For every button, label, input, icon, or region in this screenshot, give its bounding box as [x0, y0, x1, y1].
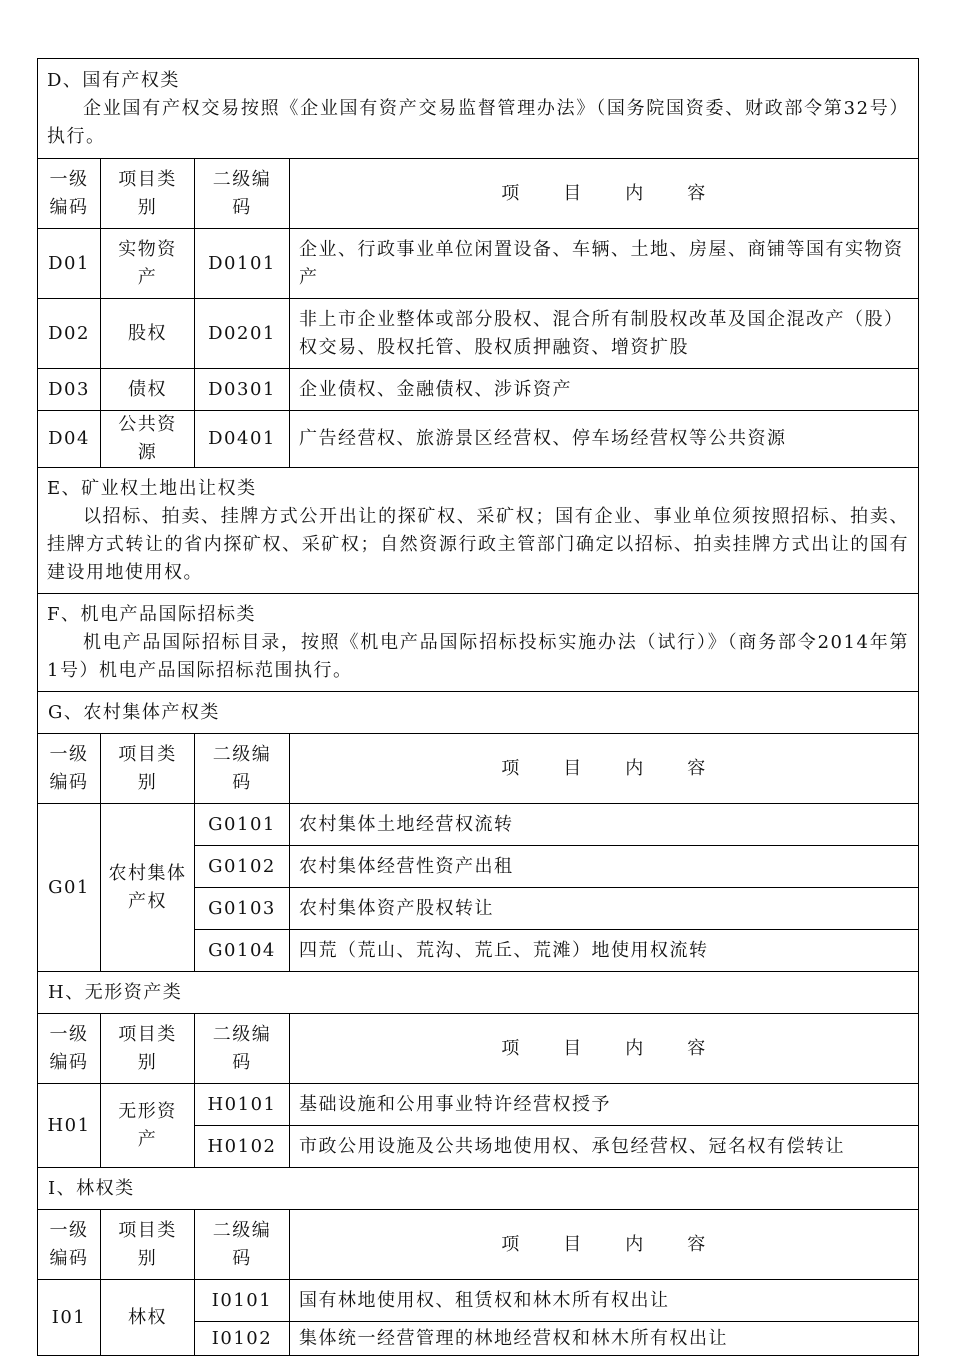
section-e-desc: 以招标、拍卖、挂牌方式公开出让的探矿权、采矿权；国有企业、事业单位须按照招标、拍卖、挂牌方式转让的省内探矿权、采矿权；自然资源行政主管部门确定以招标、拍卖挂牌方式出让的国有建设用地使用权。 [47, 505, 910, 583]
section-f-desc: 机电产品国际招标目录，按照《机电产品国际招标投标实施办法（试行）》（商务部令2014年第1号）机电产品国际招标范围执行。 [47, 631, 910, 681]
sub-code-d0301: D0301 [195, 369, 290, 411]
header-content: 项 目 内 容 [290, 1210, 919, 1280]
section-g-title: G、农村集体产权类 [38, 692, 919, 734]
content-d0301: 企业债权、金融债权、涉诉资产 [290, 369, 919, 411]
sub-code-g0102: G0102 [195, 846, 290, 888]
code-i01: I01 [38, 1280, 101, 1356]
content-i0101: 国有林地使用权、租赁权和林木所有权出让 [290, 1280, 919, 1322]
header-category: 项目类别 [101, 1014, 195, 1084]
content-g0104: 四荒（荒山、荒沟、荒丘、荒滩）地使用权流转 [290, 930, 919, 972]
header-row-d [38, 159, 919, 229]
header-level1-code: 一级编码 [38, 159, 101, 229]
section-e-title: E、矿业权土地出让权类 [47, 477, 257, 499]
sub-code-d0401: D0401 [195, 411, 290, 468]
section-d-row [38, 59, 919, 159]
table-row [38, 229, 919, 299]
section-d-desc: 企业国有产权交易按照《企业国有资产交易监督管理办法》（国务院国资委、财政部令第32号）执行。 [47, 97, 910, 147]
header-row-h [38, 1014, 919, 1084]
category-g01: 农村集体产权 [101, 804, 195, 972]
header-level1-code: 一级编码 [38, 1210, 101, 1280]
content-g0101: 农村集体土地经营权流转 [290, 804, 919, 846]
property-classification-table [37, 58, 919, 1356]
section-e-row [38, 468, 919, 594]
sub-code-g0104: G0104 [195, 930, 290, 972]
section-g-row [38, 692, 919, 734]
header-category: 项目类别 [101, 1210, 195, 1280]
content-i0102: 集体统一经营管理的林地经营权和林木所有权出让 [290, 1322, 919, 1356]
content-h0101: 基础设施和公用事业特许经营权授予 [290, 1084, 919, 1126]
section-f-cell [38, 594, 919, 692]
code-d03: D03 [38, 369, 101, 411]
sub-code-h0102: H0102 [195, 1126, 290, 1168]
header-level2-code: 二级编码 [195, 734, 290, 804]
header-level1-code: 一级编码 [38, 1014, 101, 1084]
header-level2-code: 二级编码 [195, 1014, 290, 1084]
code-h01: H01 [38, 1084, 101, 1168]
table-row [38, 804, 919, 846]
sub-code-g0103: G0103 [195, 888, 290, 930]
category-h01: 无形资产 [101, 1084, 195, 1168]
header-row-g [38, 734, 919, 804]
category-d01: 实物资产 [101, 229, 195, 299]
table-row [38, 1280, 919, 1322]
category-d03: 债权 [101, 369, 195, 411]
table-row [38, 369, 919, 411]
header-level2-code: 二级编码 [195, 1210, 290, 1280]
category-d04: 公共资源 [101, 411, 195, 468]
code-d01: D01 [38, 229, 101, 299]
sub-code-d0101: D0101 [195, 229, 290, 299]
content-h0102: 市政公用设施及公共场地使用权、承包经营权、冠名权有偿转让 [290, 1126, 919, 1168]
header-level1-code: 一级编码 [38, 734, 101, 804]
sub-code-d0201: D0201 [195, 299, 290, 369]
content-d0401: 广告经营权、旅游景区经营权、停车场经营权等公共资源 [290, 411, 919, 468]
section-d-title: D、国有产权类 [47, 69, 180, 91]
section-d-cell [38, 59, 919, 159]
sub-code-i0101: I0101 [195, 1280, 290, 1322]
category-d02: 股权 [101, 299, 195, 369]
content-d0201: 非上市企业整体或部分股权、混合所有制股权改革及国企混改产（股）权交易、股权托管、股权质押融资、增资扩股 [290, 299, 919, 369]
header-content: 项 目 内 容 [290, 1014, 919, 1084]
header-level2-code: 二级编码 [195, 159, 290, 229]
section-h-title: H、无形资产类 [38, 972, 919, 1014]
table-row [38, 411, 919, 468]
header-category: 项目类别 [101, 159, 195, 229]
content-g0102: 农村集体经营性资产出租 [290, 846, 919, 888]
content-g0103: 农村集体资产股权转让 [290, 888, 919, 930]
table-row [38, 299, 919, 369]
category-i01: 林权 [101, 1280, 195, 1356]
section-e-cell [38, 468, 919, 594]
code-d04: D04 [38, 411, 101, 468]
section-f-row [38, 594, 919, 692]
sub-code-i0102: I0102 [195, 1322, 290, 1356]
section-i-title: I、林权类 [38, 1168, 919, 1210]
sub-code-g0101: G0101 [195, 804, 290, 846]
section-i-row [38, 1168, 919, 1210]
code-d02: D02 [38, 299, 101, 369]
content-d0101: 企业、行政事业单位闲置设备、车辆、土地、房屋、商铺等国有实物资产 [290, 229, 919, 299]
header-content: 项 目 内 容 [290, 159, 919, 229]
header-category: 项目类别 [101, 734, 195, 804]
table-row [38, 1084, 919, 1126]
section-f-title: F、机电产品国际招标类 [47, 603, 256, 625]
header-content: 项 目 内 容 [290, 734, 919, 804]
section-h-row [38, 972, 919, 1014]
code-g01: G01 [38, 804, 101, 972]
header-row-i [38, 1210, 919, 1280]
sub-code-h0101: H0101 [195, 1084, 290, 1126]
